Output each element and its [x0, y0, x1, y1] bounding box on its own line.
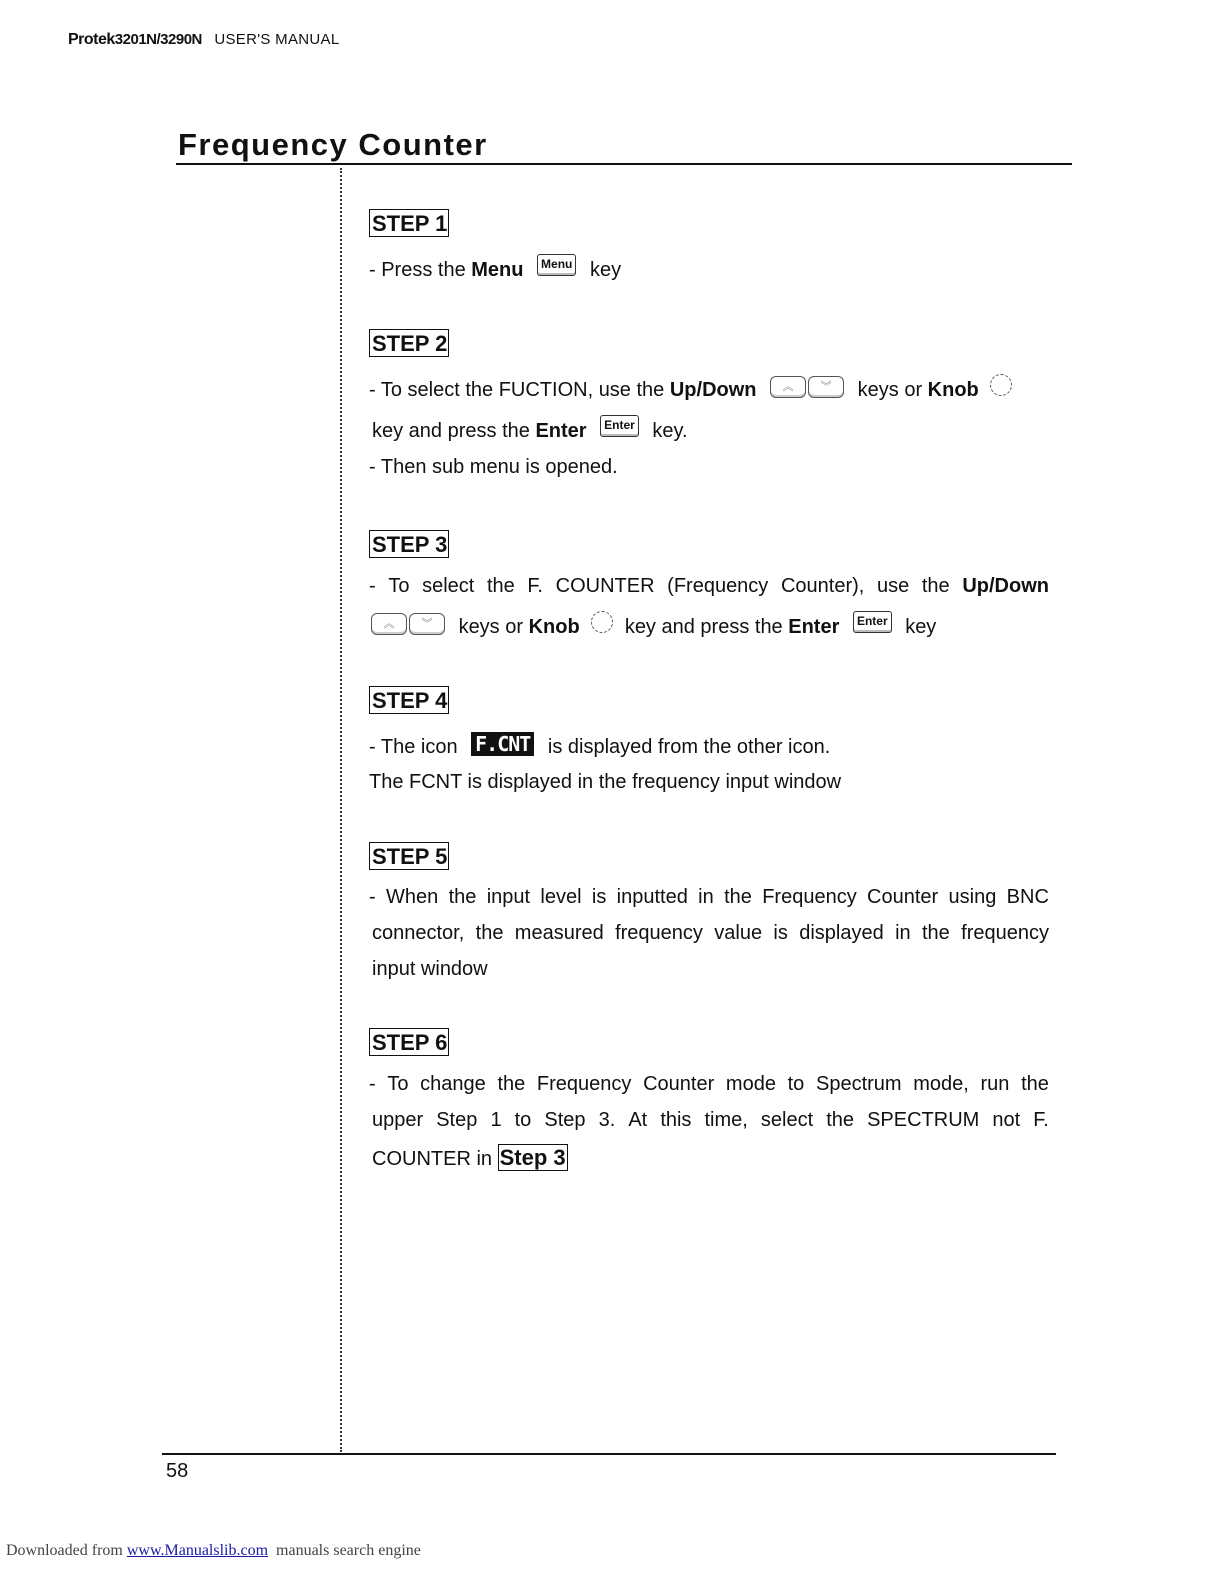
- step-3-knob: Knob: [528, 616, 580, 638]
- word: Counter: [867, 886, 939, 908]
- step-3-line-2: [363, 615, 936, 639]
- step-1-bold: Menu: [471, 259, 524, 281]
- step-6-line-1: [369, 1072, 1049, 1096]
- word: run: [980, 1073, 1010, 1095]
- word: to: [514, 1109, 532, 1131]
- page-title: Frequency Counter: [178, 127, 488, 162]
- menu-key-icon: Menu: [537, 254, 576, 276]
- step-5-line-1: [369, 885, 1049, 909]
- up-down-keys-icon: [371, 613, 445, 635]
- step-2-text-2c: key.: [652, 420, 688, 442]
- word: mode: [725, 1073, 776, 1095]
- page-number: 58: [166, 1460, 189, 1482]
- word: Frequency: [762, 886, 857, 908]
- step-4-text-b: is displayed from the other icon.: [547, 736, 831, 758]
- download-footer: [6, 1542, 421, 1560]
- word: connector,: [372, 922, 465, 944]
- word: -: [369, 1073, 376, 1095]
- step-1-text: - Press the: [369, 259, 472, 281]
- step-1-label: STEP 1: [369, 209, 449, 237]
- word: is: [773, 922, 788, 944]
- down-key-icon: ︾: [808, 376, 844, 398]
- manualslib-link[interactable]: www.Manualslib.com: [126, 1542, 269, 1559]
- step-4-text-a: - The icon: [369, 736, 458, 758]
- down-key-icon: ︾: [409, 613, 445, 635]
- word: Counter: [643, 1073, 715, 1095]
- word: -: [369, 575, 376, 597]
- word: COUNTER: [555, 575, 655, 597]
- knob-icon: [990, 374, 1012, 396]
- step-2-text-2a: key and press the: [372, 420, 536, 442]
- step-6-line-2: [372, 1108, 1049, 1132]
- word: F.: [527, 575, 543, 597]
- enter-key-icon: Enter: [600, 415, 639, 437]
- word: measured: [514, 922, 604, 944]
- step-2-text-c: keys or: [857, 379, 928, 401]
- word: When: [386, 886, 439, 908]
- word: (Frequency: [667, 575, 769, 597]
- step-4-label: STEP 4: [369, 686, 449, 714]
- step-2-updown: Up/Down: [669, 379, 757, 401]
- step-5-label: STEP 5: [369, 842, 449, 870]
- word: upper: [372, 1109, 424, 1131]
- step-1-tail: key: [589, 259, 622, 281]
- word: using: [948, 886, 997, 908]
- document-type: USER'S MANUAL: [214, 31, 340, 48]
- word: SPECTRUM: [867, 1109, 980, 1131]
- word: level: [540, 886, 582, 908]
- knob-icon: [591, 611, 613, 633]
- step-2-knob: Knob: [927, 379, 979, 401]
- word: -: [369, 886, 376, 908]
- word: Step: [436, 1109, 478, 1131]
- step-2-text-a: - To select the FUCTION, use the: [369, 379, 670, 401]
- model-number: 3201N/3290N: [114, 31, 202, 48]
- step-3-text-e: key: [905, 616, 937, 638]
- step-6-text-a: COUNTER in: [372, 1148, 498, 1170]
- word: use: [876, 575, 910, 597]
- footer-rule: [162, 1453, 1056, 1455]
- word: select: [422, 575, 475, 597]
- running-header: [68, 31, 339, 49]
- word: input: [486, 886, 531, 908]
- up-key-icon: ︽: [371, 613, 407, 635]
- step-5-line-2: [372, 921, 1049, 945]
- word: change: [420, 1073, 486, 1095]
- word: to: [787, 1073, 805, 1095]
- word: the: [475, 922, 504, 944]
- word: the: [486, 575, 515, 597]
- fcnt-display-icon: F.CNT: [471, 732, 534, 756]
- step-3-line-1: [369, 574, 1049, 598]
- word: 3.: [598, 1109, 616, 1131]
- step-1-line: [369, 258, 621, 282]
- word: inputted: [616, 886, 688, 908]
- word: frequency: [961, 922, 1049, 944]
- step-3-text-a: keys or: [458, 616, 529, 638]
- up-key-icon: ︽: [770, 376, 806, 398]
- word: the: [448, 886, 477, 908]
- word: Counter),: [780, 575, 865, 597]
- title-rule: [176, 163, 1072, 165]
- step-2-line-1: [369, 378, 1018, 402]
- step-3-updown: Up/Down: [962, 575, 1049, 597]
- step-3-reference: Step 3: [499, 1145, 566, 1170]
- word: To: [388, 575, 410, 597]
- word: 1: [490, 1109, 502, 1131]
- step-2-line-2: [372, 419, 688, 443]
- footer-tail: manuals search engine: [268, 1542, 421, 1559]
- step-3-enter: Enter: [788, 616, 840, 638]
- word: the: [1021, 1073, 1049, 1095]
- step-3-label: STEP 3: [369, 530, 449, 558]
- word: To: [387, 1073, 409, 1095]
- word: in: [895, 922, 911, 944]
- word: select: [760, 1109, 814, 1131]
- word: in: [698, 886, 714, 908]
- word: the: [922, 922, 950, 944]
- word: displayed: [799, 922, 884, 944]
- up-down-keys-icon: [770, 376, 844, 398]
- margin-dotted-line: [340, 168, 342, 1452]
- word: the: [826, 1109, 855, 1131]
- word: Frequency: [536, 1073, 632, 1095]
- word: value: [714, 922, 763, 944]
- word: is: [591, 886, 607, 908]
- step-3-text-c: key and press the: [624, 616, 789, 638]
- step-2-enter: Enter: [535, 420, 587, 442]
- step-6-line-3: [372, 1146, 568, 1171]
- word: F.: [1033, 1109, 1049, 1131]
- step-6-label: STEP 6: [369, 1028, 449, 1056]
- word: mode,: [913, 1073, 969, 1095]
- word: not: [992, 1109, 1021, 1131]
- word: this: [660, 1109, 692, 1131]
- word: time,: [704, 1109, 748, 1131]
- step-2-label: STEP 2: [369, 329, 449, 357]
- word: frequency: [615, 922, 703, 944]
- step-4-line-1: [369, 731, 831, 760]
- word: the: [921, 575, 950, 597]
- word: the: [724, 886, 752, 908]
- step-5-line-3: input window: [372, 958, 488, 980]
- brand-name: Protek: [68, 31, 115, 48]
- step-2-line-3: - Then sub menu is opened.: [369, 456, 618, 478]
- word: Spectrum: [815, 1073, 902, 1095]
- enter-key-icon: Enter: [853, 611, 892, 633]
- word: BNC: [1006, 886, 1049, 908]
- word: At: [628, 1109, 648, 1131]
- word: Step: [544, 1109, 586, 1131]
- step-4-line-2: The FCNT is displayed in the frequency input window: [369, 771, 842, 793]
- footer-text: Downloaded from: [6, 1542, 127, 1559]
- word: the: [497, 1073, 526, 1095]
